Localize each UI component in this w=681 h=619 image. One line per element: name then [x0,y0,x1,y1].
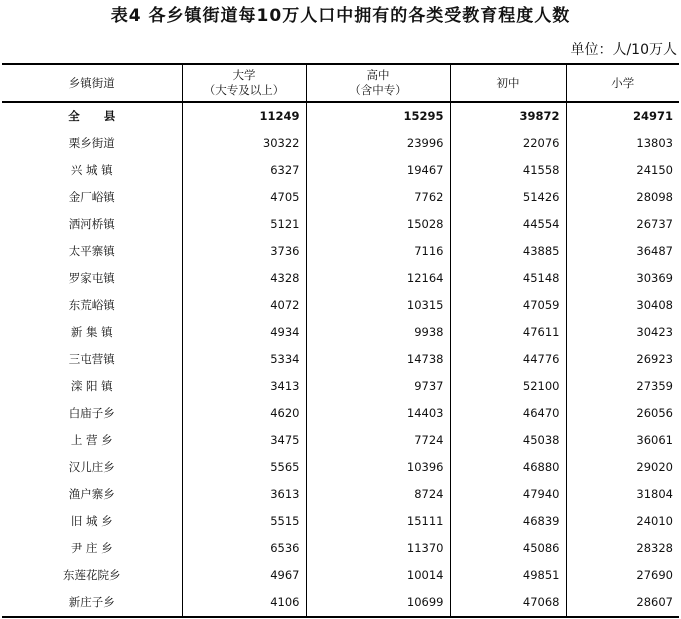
primary-cell: 26056 [566,400,679,427]
total-college: 11249 [182,102,306,130]
table-row [2,211,679,238]
region-name-cell: 尹 庄 乡 [70,541,113,555]
college-cell: 4620 [182,400,306,427]
college-cell: 3736 [182,238,306,265]
highschool-cell: 9938 [306,319,450,346]
college-cell: 4072 [182,292,306,319]
table-row [2,130,679,157]
region-name-cell: 罗家屯镇 [68,271,115,285]
header-row [2,64,679,102]
college-cell: 5515 [182,508,306,535]
table-row [2,292,679,319]
primary-cell: 30408 [566,292,679,319]
header-college-line2: （大专及以上） [203,83,285,97]
table-row [2,427,679,454]
primary-cell: 36487 [566,238,679,265]
highschool-cell: 14738 [306,346,450,373]
highschool-cell: 8724 [306,481,450,508]
header-highschool [306,64,450,102]
college-cell: 6536 [182,535,306,562]
table-row [2,454,679,481]
region-name-cell: 洒河桥镇 [68,217,115,231]
primary-cell: 30369 [566,265,679,292]
junior-cell: 52100 [450,373,566,400]
region-name-cell: 东莲花院乡 [63,568,121,582]
region-name-cell: 兴 城 镇 [70,163,113,177]
table-title: 表4 各乡镇街道每10万人口中拥有的各类受教育程度人数 [110,6,571,26]
table-row [2,400,679,427]
region-name-cell: 汉儿庄乡 [68,460,115,474]
junior-cell: 22076 [450,130,566,157]
primary-cell: 26737 [566,211,679,238]
college-cell: 4705 [182,184,306,211]
region-name-cell: 新 集 镇 [70,325,113,339]
junior-cell: 46880 [450,454,566,481]
primary-cell: 24010 [566,508,679,535]
primary-cell: 26923 [566,346,679,373]
primary-cell: 30423 [566,319,679,346]
total-primary: 24971 [566,102,679,130]
college-cell: 5565 [182,454,306,481]
education-table [2,63,679,618]
college-cell: 4106 [182,589,306,617]
junior-cell: 45086 [450,535,566,562]
highschool-cell: 19467 [306,157,450,184]
region-name-cell: 新庄子乡 [2,589,182,617]
primary-cell: 28328 [566,535,679,562]
primary-cell: 28607 [566,589,679,617]
college-cell: 3475 [182,427,306,454]
table-row [2,319,679,346]
header-primary: 小学 [566,64,679,102]
college-cell: 3413 [182,373,306,400]
total-label: 全 县 [68,109,116,123]
junior-cell: 44554 [450,211,566,238]
junior-cell: 44776 [450,346,566,373]
primary-cell: 31804 [566,481,679,508]
primary-cell: 29020 [566,454,679,481]
table-row [2,184,679,211]
junior-cell: 47068 [450,589,566,617]
primary-cell: 28098 [566,184,679,211]
college-cell: 4967 [182,562,306,589]
college-cell: 3613 [182,481,306,508]
college-cell: 5334 [182,346,306,373]
highschool-cell: 10699 [306,589,450,617]
region-name-cell: 渔户寨乡 [68,487,115,501]
table-body [2,102,679,617]
table-row [2,535,679,562]
header-college [182,64,306,102]
table-row [2,373,679,400]
table-row [2,157,679,184]
college-cell: 4934 [182,319,306,346]
region-name-cell: 东荒峪镇 [68,298,115,312]
college-cell: 5121 [182,211,306,238]
highschool-cell: 10396 [306,454,450,481]
table-row [2,508,679,535]
table-row [2,562,679,589]
total-junior: 39872 [450,102,566,130]
junior-cell: 49851 [450,562,566,589]
junior-cell: 46839 [450,508,566,535]
junior-cell: 47940 [450,481,566,508]
primary-cell: 24150 [566,157,679,184]
total-highschool: 15295 [306,102,450,130]
highschool-cell: 14403 [306,400,450,427]
primary-cell: 27359 [566,373,679,400]
table-header [2,64,679,102]
college-cell: 4328 [182,265,306,292]
college-cell: 6327 [182,157,306,184]
region-name-cell: 滦 阳 镇 [70,379,113,393]
highschool-cell: 11370 [306,535,450,562]
college-cell: 30322 [182,130,306,157]
highschool-cell: 7762 [306,184,450,211]
highschool-cell: 10014 [306,562,450,589]
region-name-cell: 三屯营镇 [68,352,115,366]
table-row [2,238,679,265]
region-name-cell: 金厂峪镇 [68,190,115,204]
region-name-cell: 上 营 乡 [70,433,113,447]
highschool-cell: 7724 [306,427,450,454]
header-college-line1: 大学 [232,68,256,82]
junior-cell: 47059 [450,292,566,319]
highschool-cell: 7116 [306,238,450,265]
highschool-cell: 23996 [306,130,450,157]
header-junior: 初中 [450,64,566,102]
highschool-cell: 15028 [306,211,450,238]
junior-cell: 45148 [450,265,566,292]
primary-cell: 13803 [566,130,679,157]
primary-cell: 27690 [566,562,679,589]
table-row [2,265,679,292]
header-highschool-line1: 高中 [366,68,390,82]
table-row [2,589,679,617]
table-row [2,346,679,373]
header-region: 乡镇街道 [2,64,182,102]
junior-cell: 43885 [450,238,566,265]
junior-cell: 46470 [450,400,566,427]
junior-cell: 45038 [450,427,566,454]
junior-cell: 47611 [450,319,566,346]
highschool-cell: 9737 [306,373,450,400]
junior-cell: 41558 [450,157,566,184]
highschool-cell: 12164 [306,265,450,292]
region-name-cell: 旧 城 乡 [70,514,113,528]
junior-cell: 51426 [450,184,566,211]
header-highschool-line2: （含中专） [349,83,407,97]
region-name-cell: 栗乡街道 [68,136,115,150]
table-row [2,481,679,508]
region-name-cell: 太平寨镇 [68,244,115,258]
highschool-cell: 15111 [306,508,450,535]
primary-cell: 36061 [566,427,679,454]
unit-label: 单位：人/10万人 [570,42,677,58]
region-name-cell: 白庙子乡 [68,406,115,420]
highschool-cell: 10315 [306,292,450,319]
total-row [2,102,679,130]
